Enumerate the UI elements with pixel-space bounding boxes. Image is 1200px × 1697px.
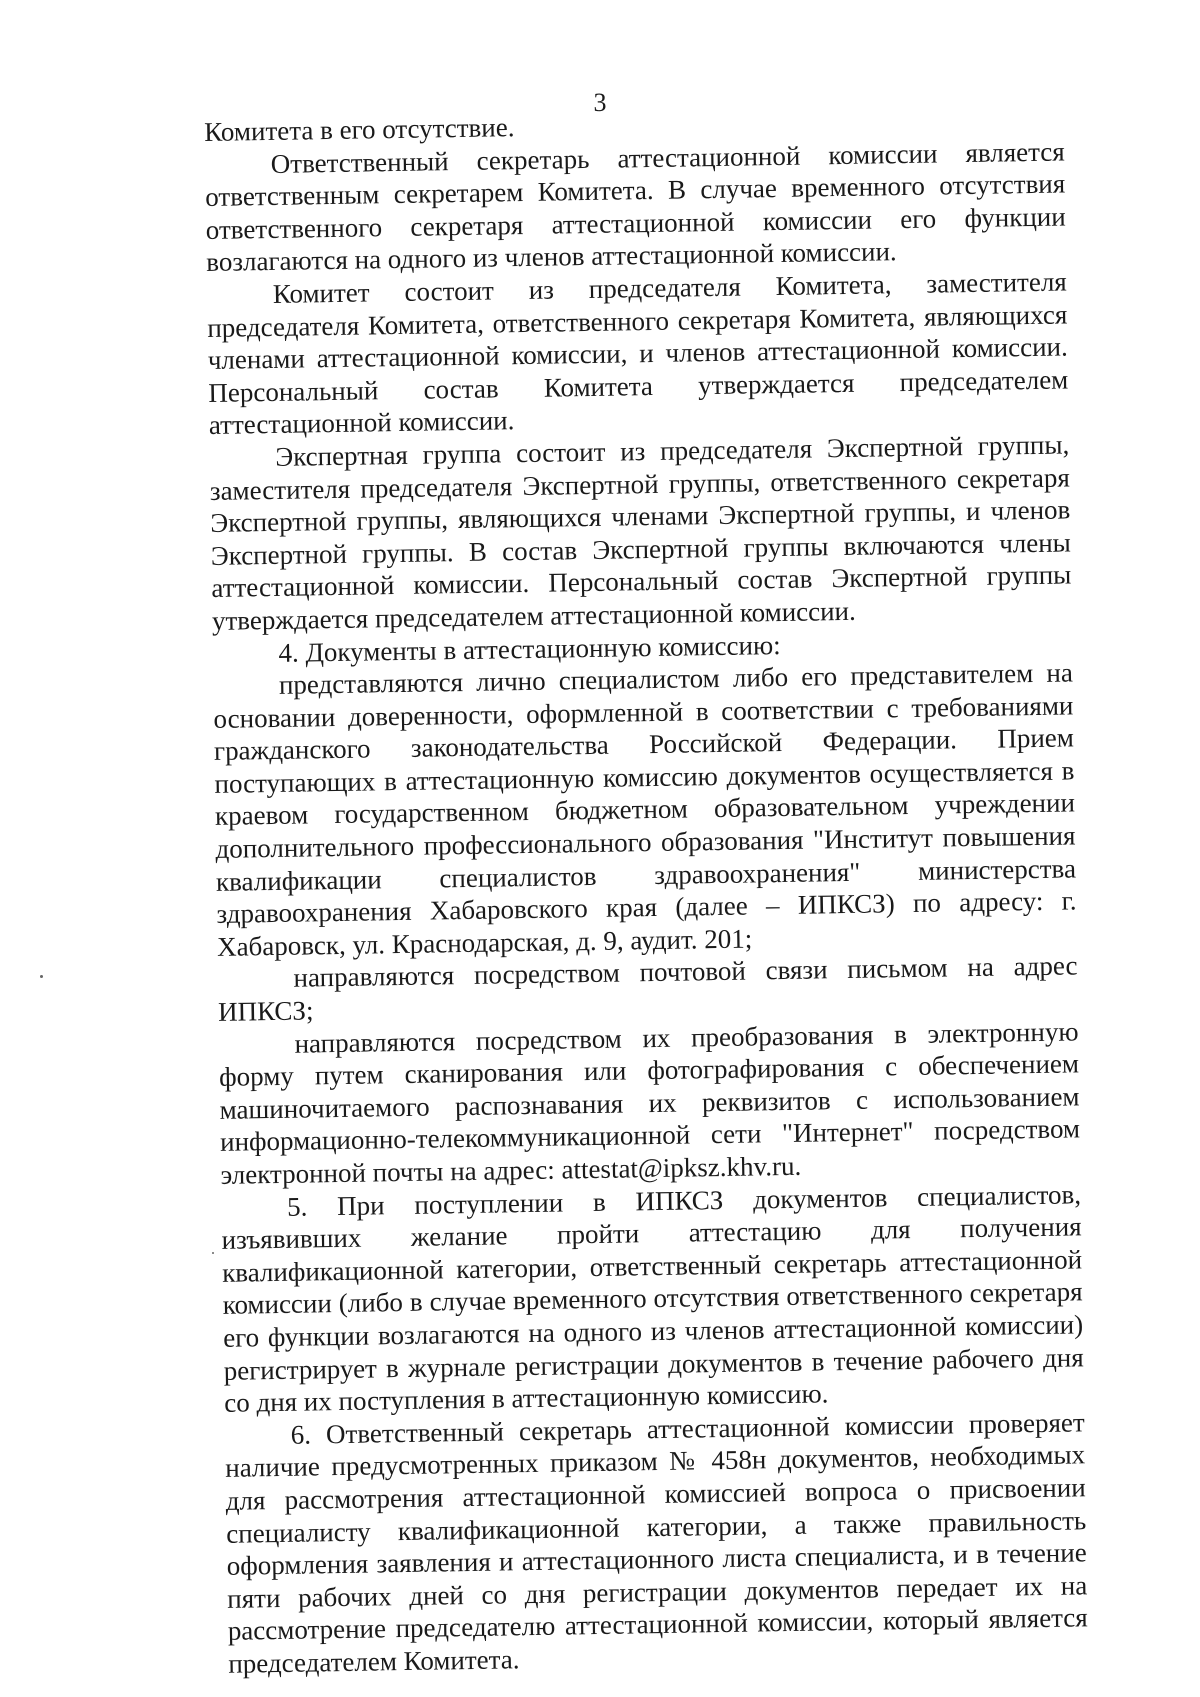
paragraph-expert-group: Экспертная группа состоит из председателя Экспертной группы, заместителя председателя Экспертной группы, ответственного секретаря Экспертной группы, являющихся членами Экспертной группы, и членов Экспертной группы. В состав Экспертной группы включаются члены аттестационной комиссии. Персональный состав Экспертной группы утверждается председателем аттестационной комиссии. [209,429,1072,636]
paragraph-section-5: 5. При поступлении в ИПКСЗ документов специалистов, изъявивших желание пройти аттестацию для получения квалификационной категории, ответственный секретарь аттестационной комиссии (либо в случае временного отсутствия ответственного секретаря его функции возлагаются на одного из членов аттестационной комиссии) регистрирует в журнале регистрации документов в течение рабочего дня со дня их поступления в аттестационную комиссию. [221,1178,1084,1418]
scan-speck [40,975,43,978]
paragraph-section-6: 6. Ответственный секретарь аттестационной комиссии проверяет наличие предусмотренных приказом № 458н документов, необходимых для рассмотрения аттестационной комиссией вопроса о присвоении специалисту квалификационной категории, а также правильность оформления заявления и аттестационного листа специалиста, и в течение пяти рабочих дней со дня регистрации документов передает их на рассмотрение председателю аттестационной комиссии, который является председателем Комитета. [225,1407,1088,1679]
paragraph-submitted-in-person: представляются лично специалистом либо его представителем на основании доверенности, оформленной в соответствии с требованиями гражданского законодательства Российской Федерации. Прием поступающих в аттестационную комиссию документов осуществляется в краевом государственном бюджетном образовательном учреждении дополнительного профессионального образования "Институт повышения квалификации специалистов здравоохранения" министерства здравоохранения Хабаровского края (далее – ИПКСЗ) по адресу: г. Хабаровск, ул. Краснодарская, д. 9, аудит. 201; [213,657,1077,962]
paragraph-submitted-electronically: направляются посредством их преобразования в электронную форму путем сканирования или фотографирования с обеспечением машиночитаемого распознавания их реквизитов с использованием информационно-телекоммуникационной сети "Интернет" посредством электронной почты на адрес: attestat@ipksz.khv.ru. [218,1016,1081,1190]
paragraph-section-4-heading: 4. Документы в аттестационную комиссию: [278,629,781,668]
paragraph-submitted-by-mail: направляются посредством почтовой связи письмом на адрес ИПКСЗ; [217,950,1078,1027]
paragraph-continuation: Комитета в его отсутствие. [204,112,515,147]
page-number: 3 [593,88,607,117]
paragraph-committee-composition: Комитет состоит из председателя Комитета, заместителя председателя Комитета, ответственного секретаря Комитета, являющихся членами аттестационной комиссии, и членов аттестационной комиссии. Персональный состав Комитета утверждается председателем аттестационной комиссии. [207,266,1069,441]
document-body [204,102,1088,1680]
scan-speck [212,1252,214,1254]
paragraph-secretary: Ответственный секретарь аттестационной комиссии является ответственным секретарем Комитета. В случае временного отсутствия ответственного секретаря аттестационной комиссии его функции возлагаются на одного из членов аттестационной комиссии. [205,136,1066,278]
